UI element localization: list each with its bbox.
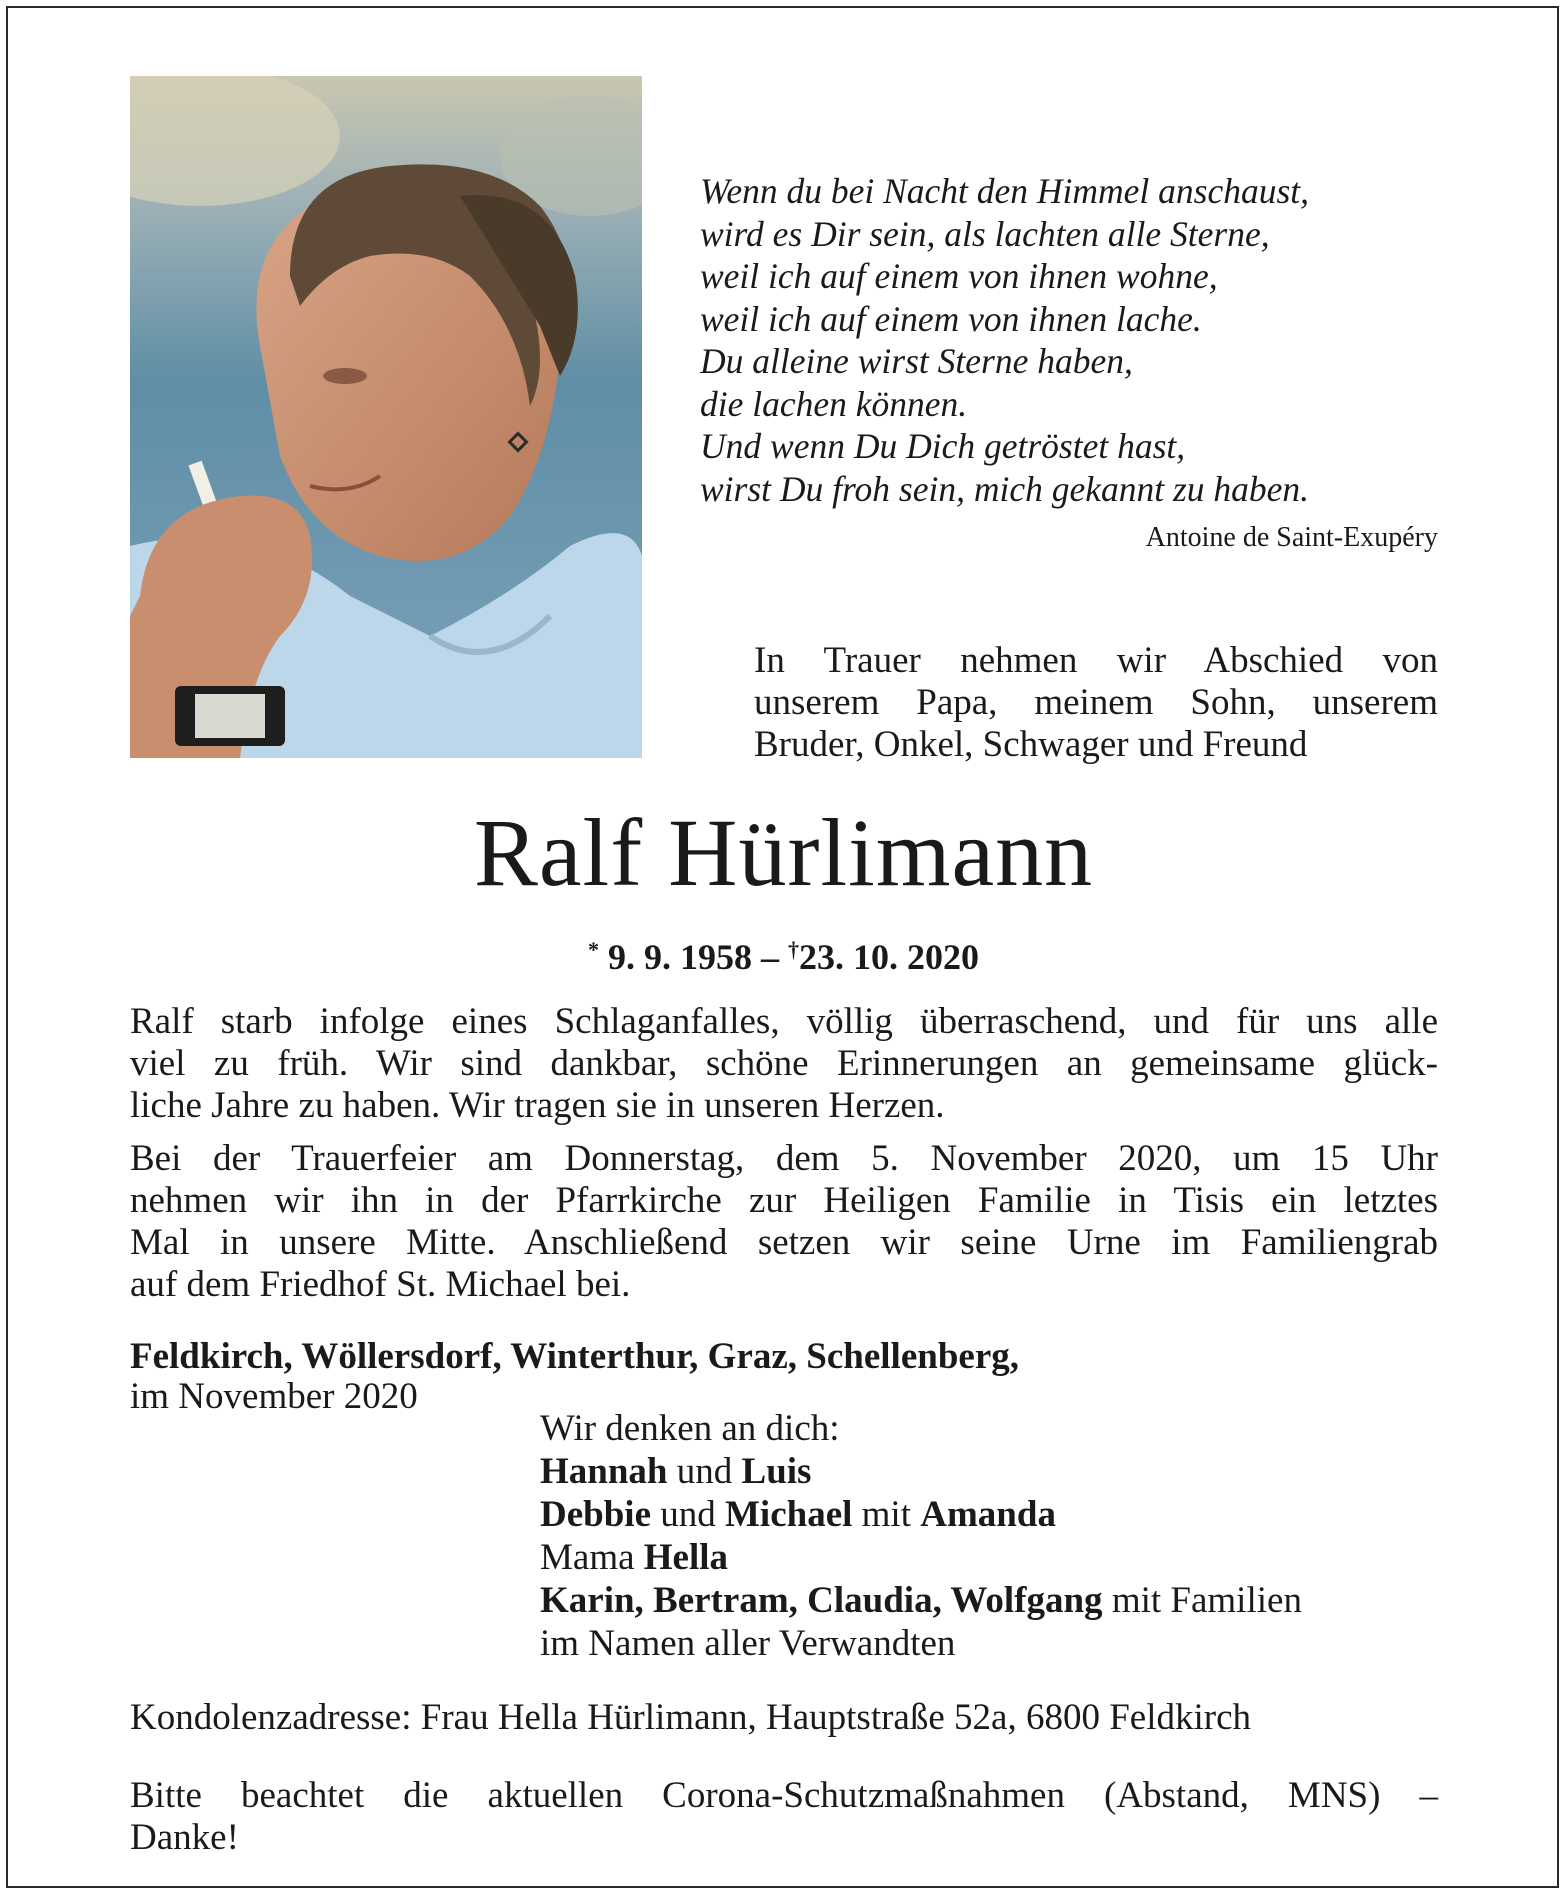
connector: mit Familien (1102, 1580, 1302, 1621)
paragraph-line: liche Jahre zu haben. Wir tragen sie in unseren Herzen. (130, 1085, 945, 1126)
family-name: Karin, Bertram, Claudia, Wolfgang (540, 1580, 1103, 1621)
family-row (540, 1450, 1302, 1493)
poem-line: Wenn du bei Nacht den Himmel anschaust, (700, 171, 1310, 211)
poem-author: Antoine de Saint-Exupéry (1145, 522, 1438, 553)
poem (700, 170, 1438, 510)
poem-line: Und wenn Du Dich getröstet hast, (700, 426, 1186, 466)
paragraph-line: Ralf starb infolge eines Schlaganfalles, völlig überraschend, und für uns alle (130, 1001, 1438, 1042)
deceased-name: Ralf Hürlimann (473, 799, 1094, 906)
poem-line: Du alleine wirst Sterne haben, (700, 341, 1133, 381)
paragraph-line: viel zu früh. Wir sind dankbar, schöne Erinnerungen an gemeinsame glück- (130, 1043, 1438, 1084)
poem-line: die lachen können. (700, 383, 968, 424)
connector: mit (852, 1494, 921, 1535)
month-year: im November 2020 (130, 1376, 418, 1417)
death-symbol: † (788, 937, 799, 962)
family-row (540, 1493, 1302, 1536)
intro-line: Bruder, Onkel, Schwager und Freund (754, 724, 1308, 765)
family-name: Hannah (540, 1451, 668, 1492)
life-dates (0, 927, 1567, 980)
family-name: Amanda (920, 1494, 1056, 1535)
family-name: Michael (725, 1494, 853, 1535)
paragraph-death (130, 1001, 1438, 1127)
death-date: 23. 10. 2020 (799, 937, 979, 977)
portrait-photo (130, 76, 642, 758)
connector: und (667, 1451, 742, 1492)
family-name: Debbie (540, 1494, 651, 1535)
connector: Mama (540, 1537, 644, 1578)
connector: und (651, 1494, 725, 1535)
paragraph-line: Bei der Trauerfeier am Donnerstag, dem 5. November 2020, um 15 Uhr (130, 1138, 1438, 1179)
intro-line: unserem Papa, meinem Sohn, unserem (754, 682, 1438, 723)
notice-line: Danke! (130, 1817, 239, 1858)
intro-text (754, 640, 1438, 766)
corona-notice (130, 1775, 1438, 1859)
family-row (540, 1579, 1302, 1622)
birth-symbol: * (588, 937, 599, 962)
intro-line: In Trauer nehmen wir Abschied von (754, 640, 1438, 681)
family-list (540, 1407, 1302, 1665)
paragraph-funeral (130, 1138, 1438, 1306)
paragraph-line: Mal in unsere Mitte. Anschließend setzen wir seine Urne im Familiengrab (130, 1222, 1438, 1263)
family-name: Luis (741, 1451, 812, 1492)
family-heading: Wir denken an dich: (540, 1408, 840, 1449)
poem-line: wirst Du froh sein, mich gekannt zu haben. (700, 468, 1310, 509)
poem-line: weil ich auf einem von ihnen lache. (700, 298, 1202, 339)
family-row (540, 1536, 1302, 1579)
poem-line: weil ich auf einem von ihnen wohne, (700, 256, 1218, 296)
birth-date: 9. 9. 1958 (608, 937, 752, 977)
family-name: Hella (643, 1537, 729, 1578)
date-separator: – (761, 937, 779, 977)
paragraph-line: nehmen wir ihn in der Pfarrkirche zur Heiligen Familie in Tisis ein letztes (130, 1180, 1438, 1221)
poem-line: wird es Dir sein, als lachten alle Sterne, (700, 213, 1270, 254)
places: Feldkirch, Wöllersdorf, Winterthur, Graz, Schellenberg, (130, 1336, 1019, 1377)
paragraph-line: auf dem Friedhof St. Michael bei. (130, 1264, 631, 1305)
family-row: im Namen aller Verwandten (540, 1623, 956, 1664)
condolence-address: Kondolenzadresse: Frau Hella Hürlimann, Hauptstraße 52a, 6800 Feldkirch (130, 1697, 1252, 1738)
notice-line: Bitte beachtet die aktuellen Corona-Schutzmaßnahmen (Abstand, MNS) – (130, 1775, 1438, 1816)
